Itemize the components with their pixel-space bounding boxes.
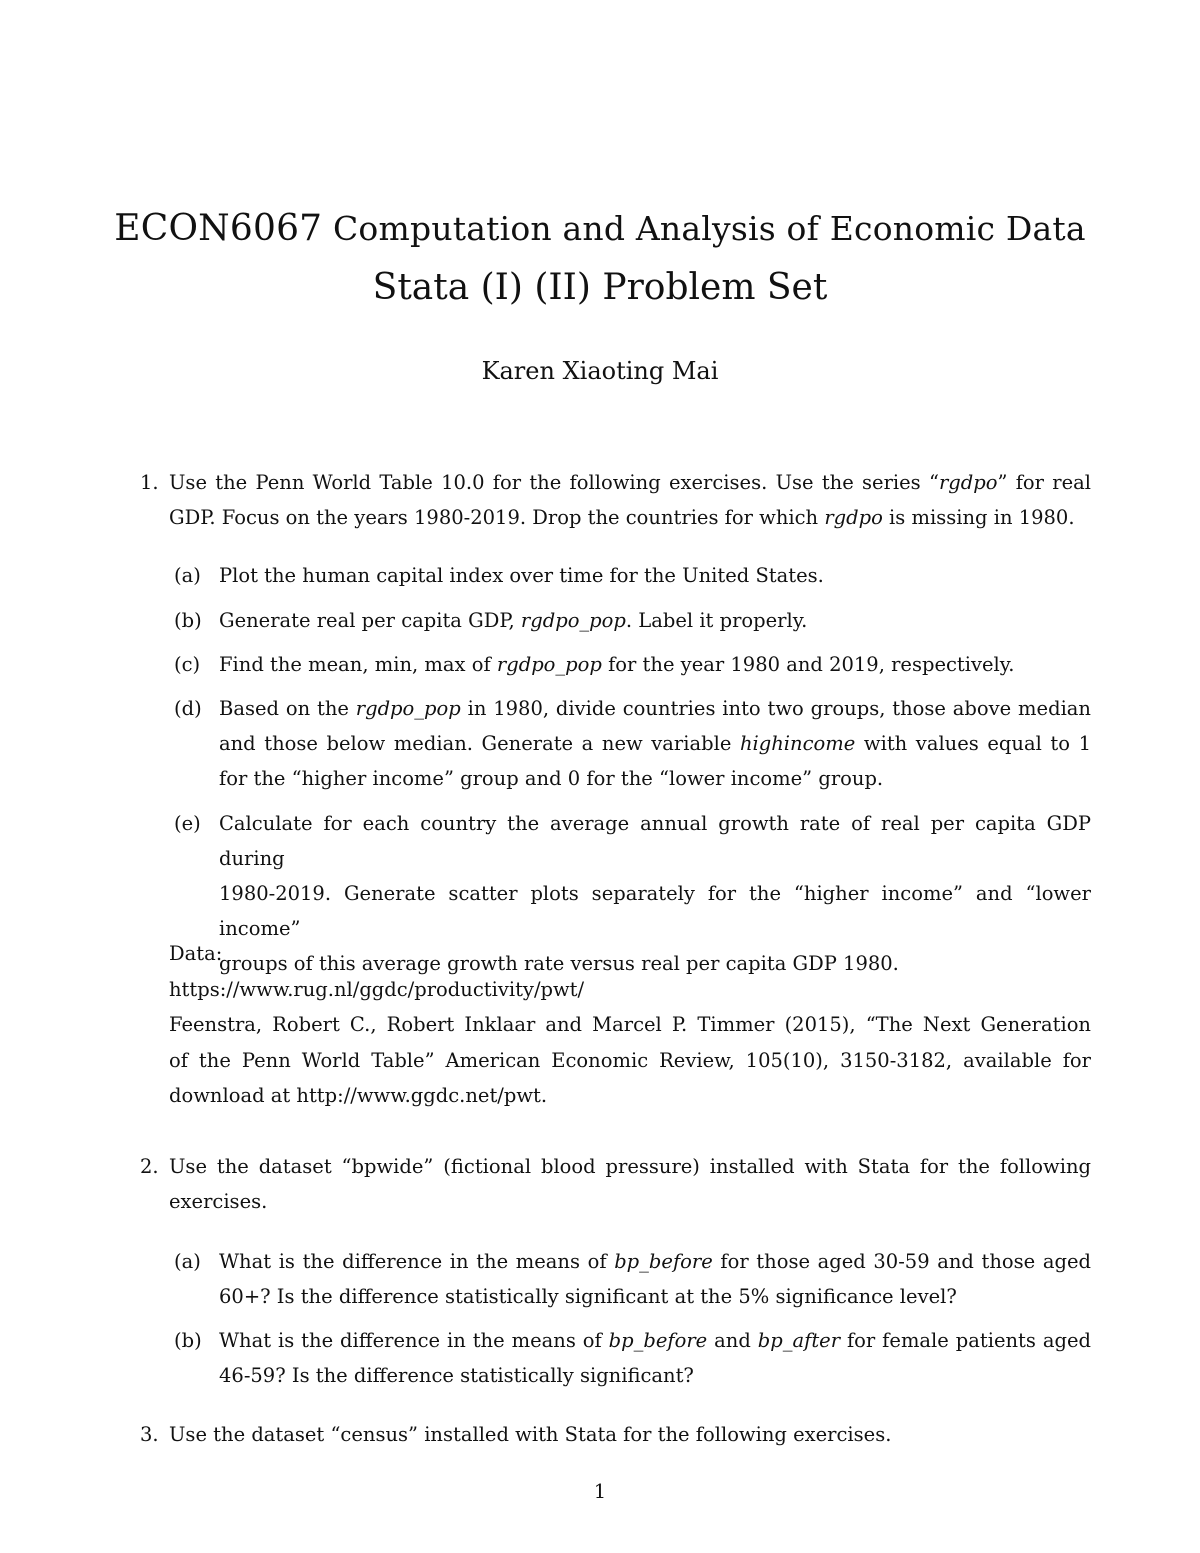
var-bp-before: bp_before — [608, 1329, 708, 1352]
course-code: ECON6067 — [114, 208, 323, 249]
var-rgdpo-pop: rgdpo_pop — [496, 653, 602, 676]
question-number-2: 2. — [140, 1155, 159, 1178]
subquestion-label-1b: (b) — [174, 609, 202, 632]
var-bp-before: bp_before — [614, 1250, 713, 1273]
subquestion-label-1a: (a) — [174, 564, 201, 587]
question-number-1: 1. — [140, 471, 159, 494]
citation-line-1: Feenstra, Robert C., Robert Inklaar and Marcel P. Timmer (2015), “The Next Generation — [169, 1013, 1091, 1036]
citation-line-3: download at http://www.ggdc.net/pwt. — [169, 1084, 548, 1107]
var-bp-after: bp_after — [757, 1329, 841, 1352]
var-rgdpo: rgdpo — [824, 506, 883, 529]
subquestion-1b-text: Generate real per capita GDP, rgdpo_pop. Label it properly. — [219, 609, 808, 632]
data-url-link[interactable]: https://www.rug.nl/ggdc/productivity/pwt/ — [169, 977, 585, 1001]
subquestion-label-2a: (a) — [174, 1250, 201, 1273]
subquestion-1a-text: Plot the human capital index over time for the United States. — [219, 564, 824, 587]
subquestion-label-1c: (c) — [174, 653, 201, 676]
var-rgdpo-pop: rgdpo_pop — [520, 609, 626, 632]
subquestion-1c-text: Find the mean, min, max of rgdpo_pop for the year 1980 and 2019, respectively. — [219, 653, 1015, 676]
subquestion-1e-text: Calculate for each country the average annual growth rate of real per capita GDP during 1980-2019. Generate scatter plots separately for the “higher income” and “lower income” groups of this average growth rate versus real per capita GDP 1980. — [219, 812, 1091, 975]
subquestion-label-1e: (e) — [174, 812, 201, 835]
data-source-block — [169, 936, 1091, 1114]
var-rgdpo-pop: rgdpo_pop — [355, 697, 461, 720]
question-1-text — [169, 465, 1091, 535]
subquestion-label-2b: (b) — [174, 1329, 202, 1352]
course-name: Computation and Analysis of Economic Data — [332, 209, 1086, 248]
question-number-3: 3. — [140, 1423, 159, 1446]
var-highincome: highincome — [739, 732, 856, 755]
var-rgdpo: rgdpo — [938, 471, 998, 494]
citation-line-2: of the Penn World Table” American Economic Review, 105(10), 3150-3182, available for — [169, 1048, 1091, 1072]
page-number: 1 — [593, 1480, 607, 1503]
document-title — [0, 208, 1200, 249]
subquestion-2b-text: What is the difference in the means of bp_before and bp_after for female patients aged 46-59? Is the difference statistically significant? — [219, 1329, 1091, 1387]
subquestion-2a-text: What is the difference in the means of bp_before for those aged 30-59 and those aged 60+? Is the difference statistically significant at the 5% significance level? — [219, 1250, 1091, 1308]
question-2-text: Use the dataset “bpwide” (fictional blood pressure) installed with Stata for the following exercises. — [169, 1155, 1091, 1213]
subquestion-1d-text: Based on the rgdpo_pop in 1980, divide countries into two groups, those above median and those below median. Generate a new variable highincome with values equal to 1 for the “higher income” group and 0 for the “lower income” group. — [219, 697, 1091, 790]
question-1-line-2: GDP. Focus on the years 1980-2019. Drop the countries for which rgdpo is missing in 1980. — [169, 506, 1075, 529]
author-name: Karen Xiaoting Mai — [481, 357, 719, 385]
question-1-line-1: Use the Penn World Table 10.0 for the following exercises. Use the series “rgdpo” for real — [169, 471, 1091, 494]
question-3-text: Use the dataset “census” installed with Stata for the following exercises. — [169, 1423, 892, 1446]
subquestion-label-1d: (d) — [174, 697, 202, 720]
document-subtitle: Stata (I) (II) Problem Set — [372, 267, 828, 308]
data-heading: Data: — [169, 942, 223, 965]
